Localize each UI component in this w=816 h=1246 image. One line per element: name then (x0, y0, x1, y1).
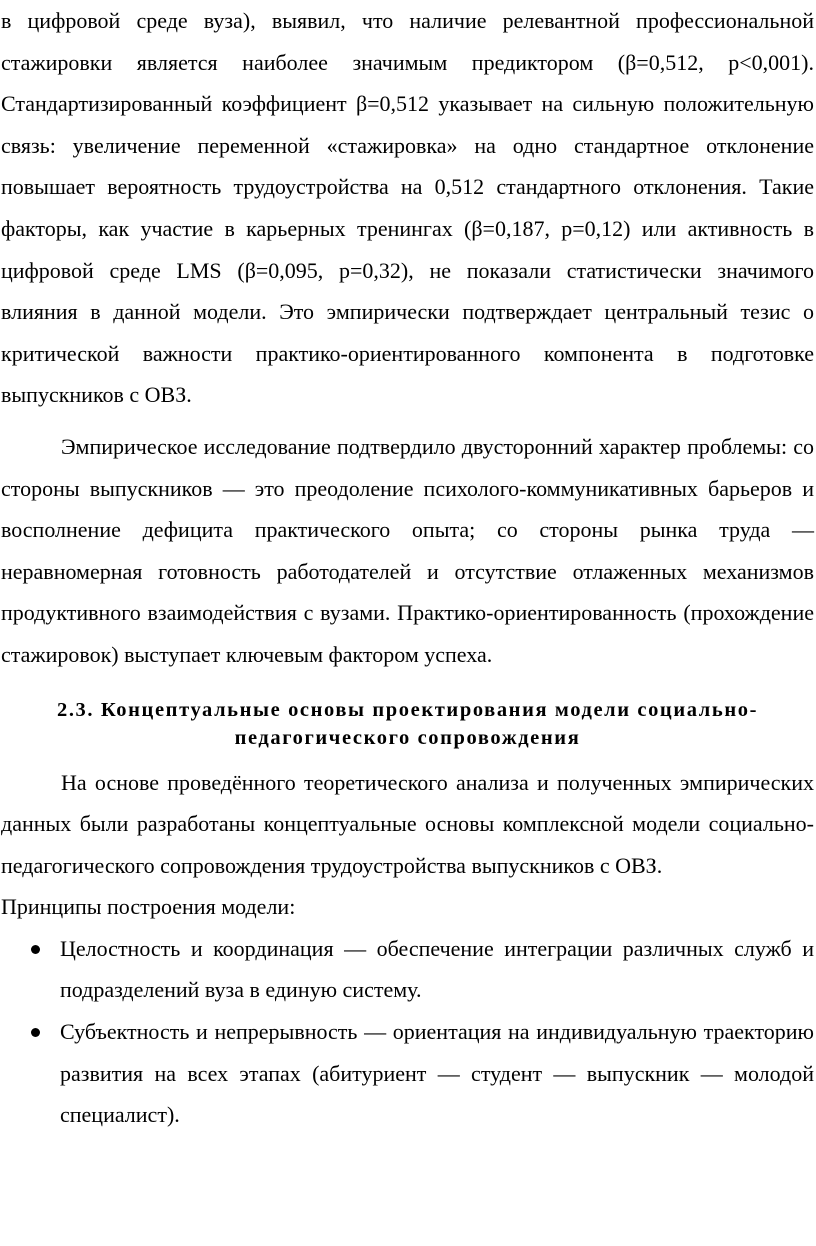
list-item-text: Целостность и координация — обеспечение интеграции различных служб и подразделений вуза в единую систему. (60, 935, 814, 1003)
bullet-icon (31, 1028, 40, 1037)
body-paragraph-regression-results: в цифровой среде вуза), выявил, что наличие релевантной профессиональной стажировки является наиболее значимым предиктором (β=0,512, p<0,001). Стандартизированный коэффициент β=0,512 указывает на сильную положительную связь: увеличение переменной «стажировка» на одно стандартное отклонение повышает вероятность трудоустройства на 0,512 стандартного отклонения. Такие факторы, как участие в карьерных тренингах (β=0,187, p=0,12) или активность в цифровой среде LMS (β=0,095, p=0,32), не показали статистически значимого влияния в данной модели. Это эмпирически подтверждает центральный тезис о критической важности практико-ориентированного компонента в подготовке выпускников с ОВЗ. (1, 8, 814, 408)
list-item-text: Субъектность и непрерывность — ориентация на индивидуальную траекторию развития на всех этапах (абитуриент — студент — выпускник — молодой специалист). (60, 1019, 814, 1128)
principles-intro: Принципы построения модели: (1, 894, 296, 920)
bullet-icon (31, 945, 40, 954)
list-item (1, 928, 814, 1011)
body-paragraph-empirical-findings: Эмпирическое исследование подтвердило двусторонний характер проблемы: со стороны выпускников — это преодоление психолого-коммуникативных барьеров и восполнение дефицита практического опыта; со стороны рынка труда — неравномерная готовность работодателей и отсутствие отлаженных механизмов продуктивного взаимодействия с вузами. Практико-ориентированность (прохождение стажировок) выступает ключевым фактором успеха. (1, 433, 814, 667)
list-item (1, 1011, 814, 1136)
body-paragraph-model-basis: На основе проведённого теоретического анализа и полученных эмпирических данных были разработаны концептуальные основы комплексной модели социально-педагогического сопровождения трудоустройства выпускников с ОВЗ. (1, 769, 814, 878)
principles-list (1, 928, 814, 1136)
section-heading: 2.3. Концептуальные основы проектирования модели социально-педагогического сопровождения (56, 698, 759, 749)
